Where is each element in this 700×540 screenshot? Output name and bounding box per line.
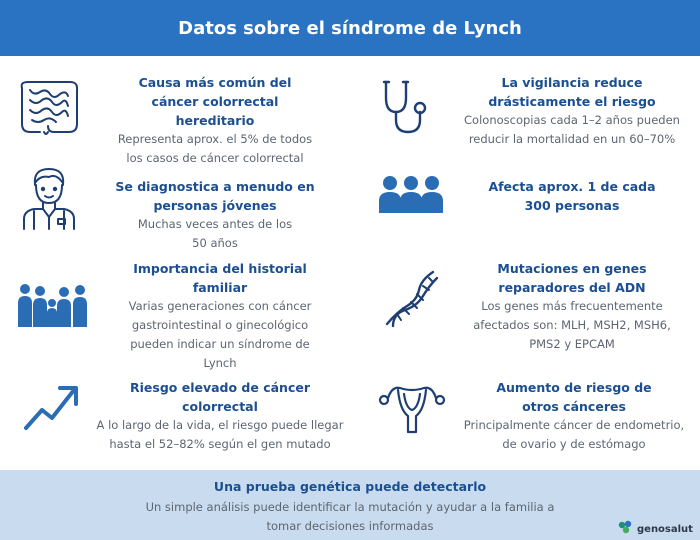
fact-description: Representa aprox. el 5% de todos los casos de cáncer colorrectal bbox=[117, 132, 313, 165]
fact-title: Riesgo elevado de cáncer colorrectal bbox=[130, 380, 310, 414]
fact-description: Muchas veces antes de los 50 años bbox=[137, 217, 293, 250]
genosalut-logo-icon bbox=[618, 520, 634, 539]
fact-description: Principalmente cáncer de endometrio, de ovario y de estómago bbox=[463, 418, 685, 451]
young-person-icon bbox=[20, 165, 78, 231]
fact-riesgo-colorrectal-text bbox=[90, 378, 350, 454]
people-group-icon bbox=[378, 175, 444, 215]
fact-title: Aumento de riesgo de otros cánceres bbox=[496, 380, 652, 414]
fact-title: La vigilancia reduce drásticamente el riesgo bbox=[488, 75, 656, 109]
fact-title: Mutaciones en genes reparadores del ADN bbox=[497, 261, 647, 295]
fact-description: Los genes más frecuentemente afectados son: MLH, MSH2, MSH6, PMS2 y EPCAM bbox=[473, 299, 671, 351]
fact-title: Causa más común del cáncer colorrectal hereditario bbox=[138, 75, 292, 128]
fact-description: A lo largo de la vida, el riesgo puede llegar hasta el 52–82% según el gen mutado bbox=[96, 418, 344, 451]
footer-title: Una prueba genética puede detectarlo bbox=[213, 479, 487, 494]
intestine-icon bbox=[16, 78, 82, 136]
fact-otros-canceres-text bbox=[455, 378, 693, 454]
fact-historial-text bbox=[105, 259, 335, 373]
footer-banner bbox=[0, 470, 700, 540]
fact-mutaciones-text bbox=[463, 259, 681, 354]
family-icon bbox=[16, 283, 90, 329]
fact-description: Colonoscopias cada 1–2 años pueden reducir la mortalidad en un 60–70% bbox=[464, 113, 680, 146]
brand-name: genosalut bbox=[637, 524, 693, 535]
fact-title: Afecta aprox. 1 de cada 300 personas bbox=[488, 179, 656, 213]
fact-title: Se diagnostica a menudo en personas jóvenes bbox=[115, 179, 315, 213]
stethoscope-icon bbox=[380, 78, 430, 136]
dna-icon bbox=[383, 268, 439, 328]
fact-jovenes-text bbox=[115, 177, 315, 253]
header-banner bbox=[0, 0, 700, 56]
fact-vigilancia-text bbox=[453, 73, 691, 149]
page-title: Datos sobre el síndrome de Lynch bbox=[178, 17, 522, 39]
uterus-icon bbox=[378, 378, 446, 436]
fact-causa-text bbox=[115, 73, 315, 168]
footer-description: Un simple análisis puede identificar la mutación y ayudar a la familia a tomar decisiones informadas bbox=[145, 500, 555, 533]
fact-prevalencia-text bbox=[478, 177, 666, 215]
brand-logo bbox=[618, 520, 693, 539]
fact-description: Varias generaciones con cáncer gastrointestinal o ginecológico pueden indicar un síndrome de Lynch bbox=[128, 299, 312, 370]
fact-title: Importancia del historial familiar bbox=[133, 261, 307, 295]
trend-up-icon bbox=[22, 382, 80, 432]
